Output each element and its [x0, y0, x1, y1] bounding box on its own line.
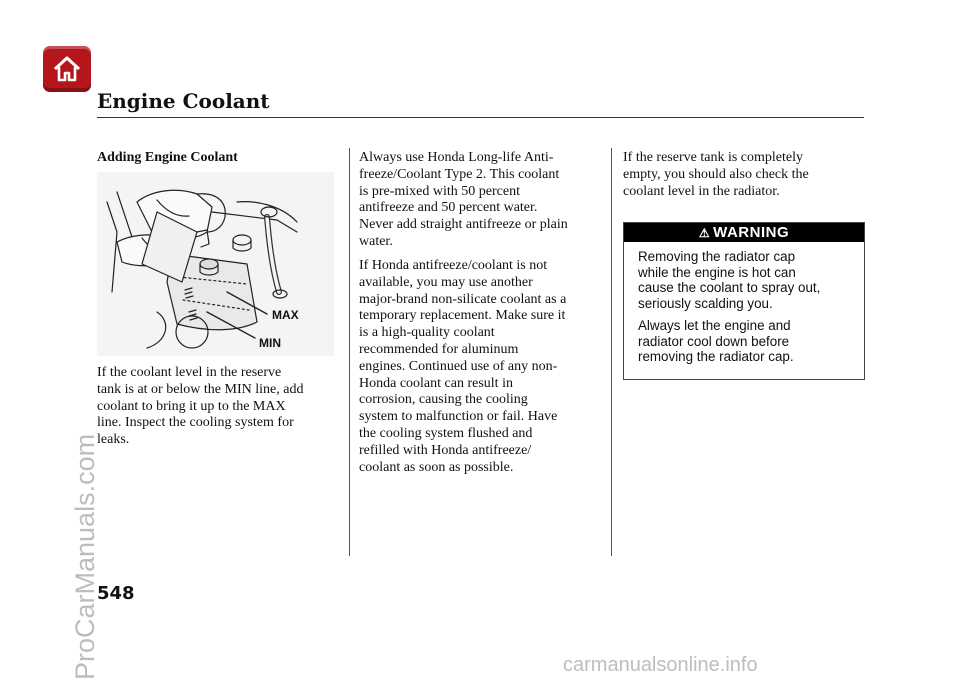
home-icon: [51, 53, 83, 85]
watermark-vertical: ProCarManuals.com: [70, 433, 100, 680]
watermark-bottom: carmanualsonline.info: [563, 654, 758, 676]
column-divider: [611, 148, 612, 556]
paragraph-coolant-type: Always use Honda Long-life Anti- freeze/Coolant Type 2. This coolant is pre-mixed with 50 percent antifreeze and 50 percent water. Never add straight antifreeze or plain water.: [359, 150, 568, 249]
warning-box: [623, 222, 865, 380]
warning-header: [624, 223, 864, 242]
column-divider: [349, 148, 350, 556]
min-label: MIN: [259, 336, 281, 350]
title-divider: [97, 117, 864, 118]
section-title: Engine Coolant: [97, 89, 270, 113]
max-label: MAX: [272, 308, 299, 322]
warning-text-scald: Removing the radiator cap while the engine is hot can cause the coolant to spray out, seriously scalding you.: [638, 249, 821, 311]
page-number: 548: [97, 583, 135, 604]
paragraph-refill-instructions: If the coolant level in the reserve tank is at or below the MIN line, add coolant to bring it up to the MAX line. Inspect the cooling system for leaks.: [97, 365, 304, 448]
subheading: Adding Engine Coolant: [97, 150, 238, 165]
paragraph-radiator-check: If the reserve tank is completely empty, you should also check the coolant level in the radiator.: [623, 150, 809, 199]
warning-triangle-icon: ⚠: [698, 226, 711, 240]
warning-text-cooldown: Always let the engine and radiator cool down before removing the radiator cap.: [638, 318, 794, 364]
warning-title: WARNING: [713, 224, 790, 241]
paragraph-alternative-coolant: If Honda antifreeze/coolant is not available, you may use another major-brand non-silicate coolant as a temporary replacement. Make sure it is a high-quality coolant recommended for aluminum engines. Continued use of any non- Honda coolant can result in corrosion, causing the cooling system to malfunction or fail. Have the cooling system flushed and refilled with Honda antifreeze/ coolant as soon as possible.: [359, 258, 567, 475]
engine-bay-drawing: [97, 172, 334, 356]
coolant-reservoir-illustration: [97, 172, 334, 356]
home-button[interactable]: [43, 46, 91, 92]
